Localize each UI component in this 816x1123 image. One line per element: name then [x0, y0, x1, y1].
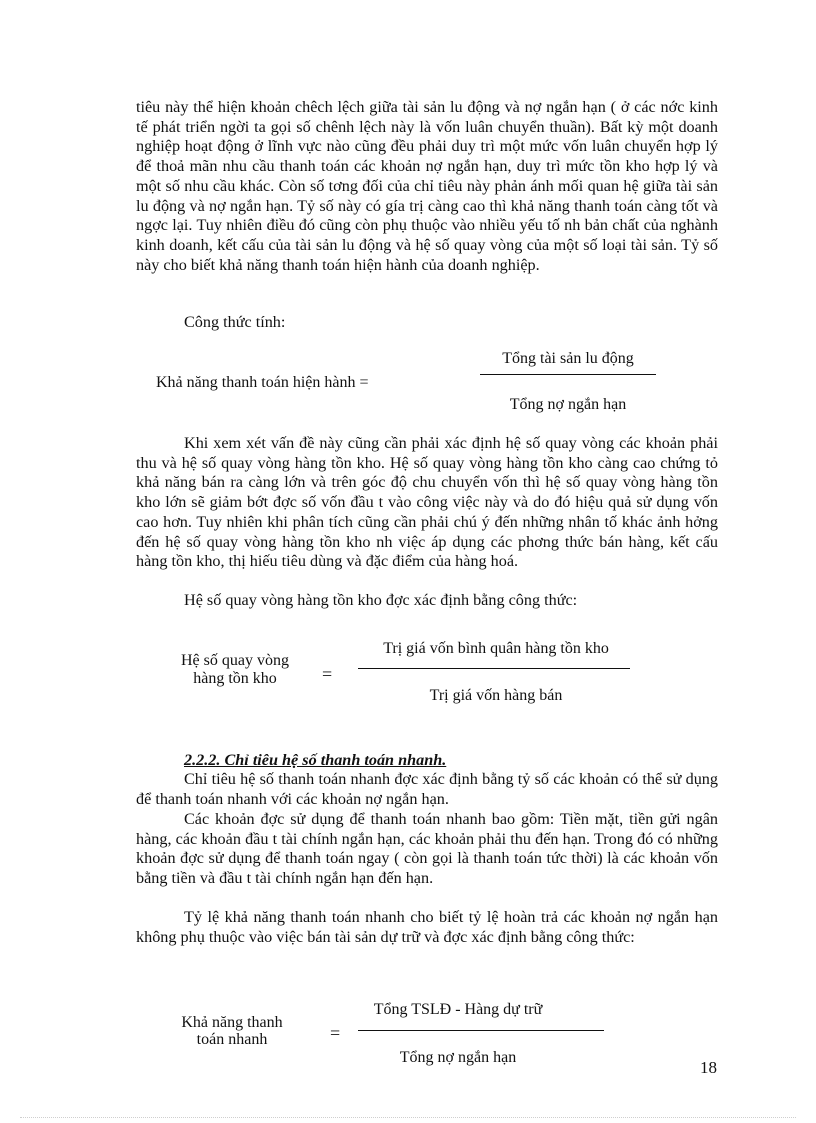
formula-label-line2: toán nhanh — [196, 1031, 268, 1048]
fraction-bar — [358, 668, 630, 669]
fraction-bar — [358, 1030, 604, 1031]
formula-numerator: Tổng TSLĐ - Hàng dự trữ — [373, 1001, 543, 1018]
formula-denominator: Trị giá vốn hàng bán — [429, 687, 563, 704]
formula-label-line1: Hệ số quay vòng — [181, 652, 289, 669]
paragraph-current-ratio-explanation: tiêu này thể hiện khoản chêch lệch giữa tài sản lu động và nợ ngắn hạn ( ở các nớc kinh tế phát triển ngời ta gọi số chênh lệch này là vốn luân chuyển thuần). Bất kỳ một doanh nghiệp hoạt động ở lĩnh vực nào cũng đều phải duy trì một mức vốn luân chuyển hợp lý để thoả mãn nhu cầu thanh toán các khoản nợ ngắn hạn, duy trì mức tồn kho hợp lý và một số nhu cầu khác. Còn số tơng đối của chỉ tiêu này phản ánh mối quan hệ giữa tài sản lu động và nợ ngắn hạn. Tỷ số này có gía trị càng cao thì khả năng thanh toán càng tốt và ngợc lại. Tuy nhiên điều đó cũng còn phụ thuộc vào nhiều yếu tố nh bản chất của nghành kinh doanh, kết cấu của tài sản lu động và hệ số quay vòng của một số loại tài sản. Tỷ số này cho biết khả năng thanh toán hiện hành của doanh nghiệp. — [136, 98, 718, 274]
paragraph-quick-ratio-definition: Chỉ tiêu hệ số thanh toán nhanh đợc xác định bằng tỷ số các khoản có thể sử dụng để thanh toán nhanh với các khoản nợ ngắn hạn. — [136, 770, 718, 808]
paragraph-quick-assets: Các khoản đợc sử dụng để thanh toán nhanh bao gồm: Tiền mặt, tiền gửi ngân hàng, các khoản đầu t tài chính ngắn hạn, các khoản phải thu đến hạn. Trong đó có những khoản đợc sử dụng để thanh toán ngay ( còn gọi là thanh toán tức thời) là các khoản vốn bằng tiền và đầu t tài chính ngắn hạn đến hạn. — [136, 810, 718, 888]
section-heading-quick-ratio: 2.2.2. Chỉ tiêu hệ số thanh toán nhanh. — [184, 751, 447, 769]
formula-label: Khả năng thanh toán hiện hành = — [156, 374, 369, 391]
formula-denominator: Tổng nợ ngắn hạn — [399, 1049, 517, 1066]
formula-numerator: Trị giá vốn bình quân hàng tồn kho — [383, 640, 609, 657]
formula-numerator: Tổng tài sản lu động — [502, 350, 634, 367]
formula-label-line2: hàng tồn kho — [193, 670, 277, 687]
equals-sign: = — [322, 664, 333, 684]
fraction-bar — [480, 374, 656, 375]
paragraph-inventory-turnover-explanation: Khi xem xét vấn đề này cũng cần phải xác định hệ số quay vòng các khoản phải thu và hệ số quay vòng hàng tồn kho. Hệ số quay vòng hàng tồn kho càng cao chứng tỏ khả năng bán ra càng lớn và trên góc độ chu chuyển vốn thì hệ số quay vòng hàng tồn kho lớn sẽ giảm bớt đợc số vốn đầu t vào công việc này và do đó hiệu quả sử dụng vốn cao hơn. Tuy nhiên khi phân tích cũng cần phải chú ý đến những nhân tố khác ảnh hởng đến hệ số quay vòng hàng tồn kho nh việc áp dụng các phơng thức bán hàng, kết cấu hàng tồn kho, thị hiếu tiêu dùng và đặc điểm của hàng hoá. — [136, 434, 718, 571]
paragraph-inventory-formula-intro: Hệ số quay vòng hàng tồn kho đợc xác định bằng công thức: — [184, 591, 578, 609]
equals-sign: = — [330, 1023, 341, 1043]
formula-intro-text: Công thức tính: — [184, 313, 286, 331]
page-number: 18 — [700, 1058, 717, 1077]
page-bottom-divider — [20, 1117, 796, 1118]
formula-denominator: Tổng nợ ngắn hạn — [509, 396, 627, 413]
formula-label-line1: Khả năng thanh — [181, 1014, 283, 1031]
paragraph-quick-ratio-purpose: Tỷ lệ khả năng thanh toán nhanh cho biết tỷ lệ hoàn trả các khoản nợ ngắn hạn không phụ thuộc vào việc bán tài sản dự trữ và đợc xác định bằng công thức: — [136, 908, 718, 946]
